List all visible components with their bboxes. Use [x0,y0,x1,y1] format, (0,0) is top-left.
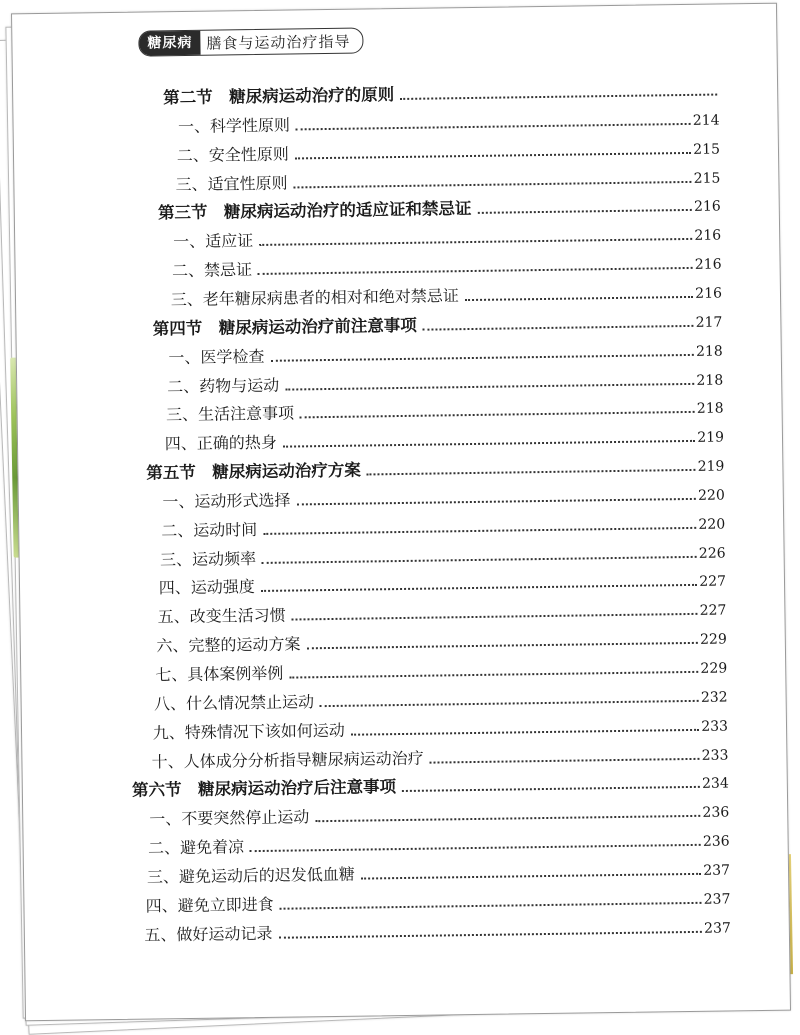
toc-entry-title: 三、老年糖尿病患者的相对和绝对禁忌证 [170,286,459,310]
leader-dots [280,902,702,910]
toc-entry-title: 二、运动时间 [161,519,258,541]
toc-entry-title: 一、适应证 [173,231,254,252]
toc-entry-title: 二、安全性原则 [176,144,289,165]
toc-entry-title: 五、改变生活习惯 [157,605,286,627]
toc-page-number: 215 [693,170,721,187]
toc-page-number: 218 [696,400,724,418]
toc-entry [157,594,726,628]
toc-entry [155,651,727,685]
leader-dots [430,757,700,763]
toc-section-title: 第四节 糖尿病运动治疗前注意事项 [152,315,417,339]
leader-dots [279,930,703,938]
toc-page-number: 218 [695,343,723,360]
toc-page-number: 237 [703,891,731,908]
toc-entry-title: 五、做好运动记录 [144,923,273,945]
toc-page-number: 219 [697,458,725,475]
toc-section-entry [158,190,721,224]
toc-entry [144,911,731,945]
book-subtitle: 膳食与运动治疗指导 [206,32,351,53]
toc-entry-title: 一、不要突然停止运动 [149,807,310,829]
leader-dots [283,440,695,448]
toc-entry-title: 七、具体案例举例 [155,663,284,685]
toc-entry [154,680,728,714]
toc-section-title: 第三节 糖尿病运动治疗的适应证和禁忌证 [157,199,472,223]
toc-page [11,3,791,1022]
toc-entry [166,392,724,426]
toc-page-number: 229 [700,660,728,677]
leader-dots [261,584,697,592]
toc-entry [153,709,729,743]
toc-entry [177,132,721,166]
toc-page-number: 216 [695,285,723,302]
leader-dots [250,844,701,852]
toc-entry-title: 一、运动形式选择 [162,490,291,512]
toc-entry-title: 九、特殊情况下该如何运动 [152,720,345,743]
leader-dots [315,815,700,822]
toc-page-number: 220 [697,487,725,504]
toc-page-number: 216 [693,198,721,216]
toc-entry-title: 三、运动频率 [159,548,257,569]
toc-page-number: 217 [695,314,723,331]
toc-entry-title: 三、避免运动后的迟发低血糖 [146,864,355,887]
toc-section-title: 第六节 糖尿病运动治疗后注意事项 [131,777,397,801]
leader-dots [296,123,691,131]
leader-dots [294,180,692,188]
toc-page-number: 233 [701,746,729,764]
toc-section-entry [153,305,723,339]
leader-dots [367,469,696,476]
toc-entry-title: 二、避免着凉 [147,837,245,858]
toc-page-number: 229 [699,631,727,648]
toc-entry [167,363,723,397]
toc-entry [172,248,722,282]
toc-section-entry [163,75,719,109]
toc-section-entry [146,450,724,484]
toc-page-number: 227 [699,573,727,591]
book-title-badge: 糖尿病 [139,31,200,56]
toc-page-number: 219 [697,429,725,447]
toc-entry-title: 四、运动强度 [158,577,255,598]
running-header [138,27,363,56]
leader-dots [423,325,694,331]
toc-entry [145,882,730,916]
toc-page-number: 237 [703,920,731,937]
toc-page-number: 233 [701,718,729,735]
leader-dots [300,411,695,419]
leader-dots [292,613,698,621]
leader-dots [295,152,691,160]
toc-entry [160,536,726,570]
toc-section-title: 第二节 糖尿病运动治疗的原则 [163,85,395,108]
toc-page-number: 214 [692,112,720,129]
toc-page-number: 236 [702,833,730,850]
toc-entry [147,853,731,887]
toc-entry [148,825,730,859]
leader-dots [258,267,693,275]
toc-page-number: 234 [701,775,729,793]
leader-dots [262,555,697,563]
toc-entry-title: 六、完整的运动方案 [156,634,301,656]
toc-page-number: 220 [698,516,726,533]
toc-entry-title: 二、禁忌证 [171,260,253,281]
toc-page-number: 216 [694,256,722,273]
leader-dots [478,209,693,214]
toc-page-number: 218 [696,371,724,389]
toc-page-number: 216 [694,227,722,245]
leader-dots [263,527,696,535]
toc-entry-title: 二、药物与运动 [167,375,280,396]
toc-entry-title: 一、医学检查 [168,346,265,367]
toc-entry [156,623,727,657]
toc-entry [159,565,727,599]
toc-entry-title: 三、适宜性原则 [175,173,288,194]
toc-entry [173,219,721,253]
toc-page-number: 227 [699,602,727,620]
leader-dots [296,498,696,506]
toc-entry [151,738,728,772]
leader-dots [465,296,693,301]
leader-dots [320,700,699,707]
toc-entry-title: 四、正确的热身 [164,432,277,454]
toc-entry [149,796,729,830]
toc-entry [162,478,725,512]
toc-entry [165,421,725,455]
leader-dots [351,729,699,736]
toc-entry [171,276,723,310]
toc-entry [175,161,720,195]
toc-entry-title: 一、科学性原则 [177,115,291,136]
toc-entry [161,507,725,541]
toc-page-number: 237 [703,862,731,879]
leader-dots [306,642,698,649]
leader-dots [259,238,692,246]
toc-page-number: 215 [693,141,721,158]
toc-entry-title: 四、避免立即进食 [145,894,274,916]
toc-entry-title: 十、人体成分分析指导糖尿病运动治疗 [151,748,424,772]
leader-dots [402,786,700,792]
toc-entry [178,103,720,137]
toc-entry [168,334,723,368]
toc-page-number: 232 [700,689,728,706]
toc-section-title: 第五节 糖尿病运动治疗方案 [146,460,361,483]
toc-entry-title: 八、什么情况禁止运动 [153,692,315,714]
leader-dots [270,354,694,362]
leader-dots [400,94,717,100]
leader-dots [361,873,701,880]
toc-page-number: 236 [702,804,730,822]
toc-entry-title: 三、生活注意事项 [165,403,295,425]
leader-dots [289,671,698,679]
toc-page-number: 226 [698,545,726,562]
leader-dots [285,382,694,390]
